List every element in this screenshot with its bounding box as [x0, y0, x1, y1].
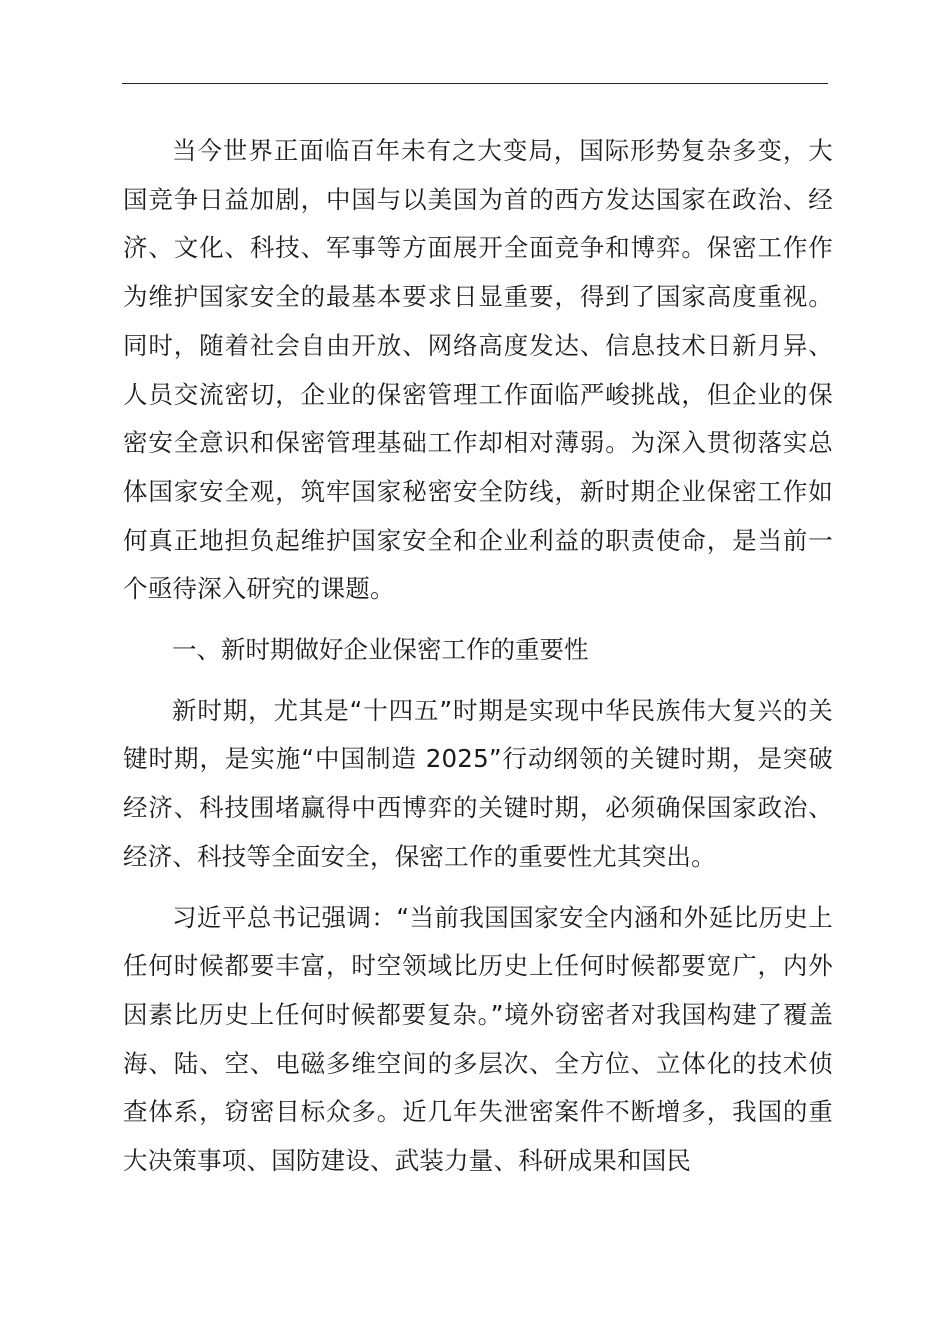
intro-paragraph: 当今世界正面临百年未有之大变局，国际形势复杂多变，大国竞争日益加剧，中国与以美国为首的西方发达国家在政治、经济、文化、科技、军事等方面展开全面竞争和博弈。保密工作作为维护国家安全的最基本要求日显重要，得到了国家高度重视。同时，随着社会自由开放、网络高度发达、信息技术日新月异、人员交流密切，企业的保密管理工作面临严峻挑战，但企业的保密安全意识和保密管理基础工作却相对薄弱。为深入贯彻落实总体国家安全观，筑牢国家秘密安全防线，新时期企业保密工作如何真正地担负起维护国家安全和企业利益的职责使命，是当前一个亟待深入研究的课题。 — [123, 136, 833, 604]
section-paragraph-1: 新时期，尤其是“十四五”时期是实现中华民族伟大复兴的关键时期，是实施“中国制造 2025”行动纲领的关键时期，是突破经济、科技围堵赢得中西博弈的关键时期，必须确保国家政治、经济、科技等全面安全，保密工作的重要性尤其突出。 — [123, 695, 833, 871]
section-heading: 一、新时期做好企业保密工作的重要性 — [172, 635, 589, 665]
header-rule — [122, 83, 828, 84]
document-body — [123, 127, 833, 1198]
section-paragraph-2: 习近平总书记强调：“当前我国国家安全内涵和外延比历史上任何时候都要丰富，时空领域比历史上任何时候都要宽广，内外因素比历史上任何时候都要复杂。”境外窃密者对我国构建了覆盖海、陆、空、电磁多维空间的多层次、全方位、立体化的技术侦查体系，窃密目标众多。近几年失泄密案件不断增多，我国的重大决策事项、国防建设、武装力量、科研成果和国民 — [123, 902, 833, 1176]
